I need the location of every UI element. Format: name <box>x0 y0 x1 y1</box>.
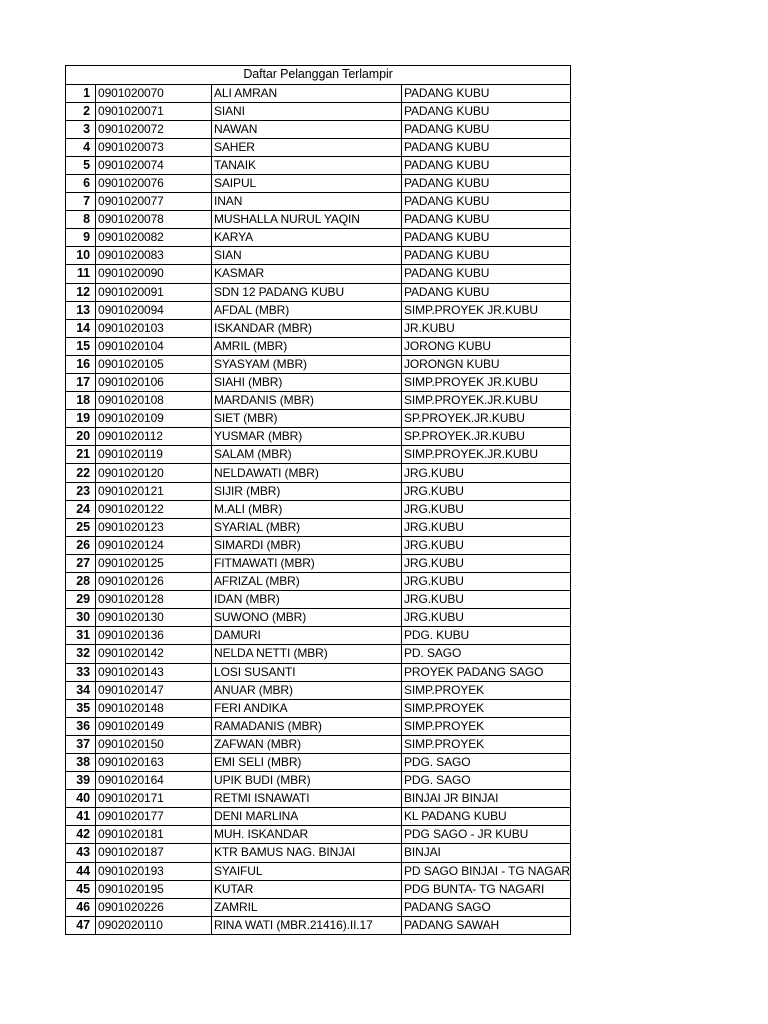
customer-id: 0901020103 <box>96 319 212 337</box>
customer-address: PDG. KUBU <box>402 627 571 645</box>
table-row <box>66 808 571 826</box>
customer-id: 0901020073 <box>96 138 212 156</box>
row-number: 5 <box>66 156 96 174</box>
customer-address: SIMP.PROYEK JR.KUBU <box>402 374 571 392</box>
customer-address: JR.KUBU <box>402 319 571 337</box>
customer-id: 0901020142 <box>96 645 212 663</box>
row-number: 38 <box>66 753 96 771</box>
table-row <box>66 554 571 572</box>
customer-name: RINA WATI (MBR.21416).II.17 <box>212 916 402 934</box>
customer-name: IDAN (MBR) <box>212 591 402 609</box>
customer-id: 0901020119 <box>96 446 212 464</box>
table-row <box>66 84 571 102</box>
customer-address: SIMP.PROYEK <box>402 699 571 717</box>
customer-name: SIANI <box>212 102 402 120</box>
row-number: 10 <box>66 247 96 265</box>
customer-id: 0901020091 <box>96 283 212 301</box>
customer-id: 0901020149 <box>96 717 212 735</box>
customer-id: 0901020136 <box>96 627 212 645</box>
table-row <box>66 374 571 392</box>
customer-id: 0901020072 <box>96 120 212 138</box>
customer-address: JRG.KUBU <box>402 482 571 500</box>
customer-id: 0901020077 <box>96 193 212 211</box>
table-row <box>66 862 571 880</box>
customer-address: PADANG KUBU <box>402 265 571 283</box>
customer-name: ISKANDAR (MBR) <box>212 319 402 337</box>
customer-name: SYAIFUL <box>212 862 402 880</box>
customer-name: AMRIL (MBR) <box>212 337 402 355</box>
customer-address: JRG.KUBU <box>402 464 571 482</box>
customer-name: NELDA NETTI (MBR) <box>212 645 402 663</box>
row-number: 14 <box>66 319 96 337</box>
customer-name: SDN 12 PADANG KUBU <box>212 283 402 301</box>
customer-name: MUSHALLA NURUL YAQIN <box>212 211 402 229</box>
table-row <box>66 536 571 554</box>
customer-id: 0901020121 <box>96 482 212 500</box>
customer-id: 0901020105 <box>96 355 212 373</box>
customer-id: 0901020120 <box>96 464 212 482</box>
customer-address: SIMP.PROYEK <box>402 681 571 699</box>
table-row <box>66 174 571 192</box>
customer-name: UPIK BUDI (MBR) <box>212 772 402 790</box>
row-number: 33 <box>66 663 96 681</box>
customer-name: ZAMRIL <box>212 898 402 916</box>
row-number: 6 <box>66 174 96 192</box>
customer-name: AFDAL (MBR) <box>212 301 402 319</box>
customer-name: SIMARDI (MBR) <box>212 536 402 554</box>
table-row <box>66 609 571 627</box>
customer-name: AFRIZAL (MBR) <box>212 573 402 591</box>
customer-address: PADANG KUBU <box>402 174 571 192</box>
customer-name: SIAHI (MBR) <box>212 374 402 392</box>
customer-name: SIAN <box>212 247 402 265</box>
customer-id: 0901020125 <box>96 554 212 572</box>
customer-id: 0901020177 <box>96 808 212 826</box>
row-number: 31 <box>66 627 96 645</box>
customer-name: TANAIK <box>212 156 402 174</box>
table-row <box>66 717 571 735</box>
row-number: 25 <box>66 518 96 536</box>
customer-name: DAMURI <box>212 627 402 645</box>
customer-name: SUWONO (MBR) <box>212 609 402 627</box>
customer-name: INAN <box>212 193 402 211</box>
row-number: 20 <box>66 428 96 446</box>
customer-id: 0901020109 <box>96 410 212 428</box>
customer-name: LOSI SUSANTI <box>212 663 402 681</box>
row-number: 41 <box>66 808 96 826</box>
table-row <box>66 319 571 337</box>
customer-name: SAIPUL <box>212 174 402 192</box>
row-number: 39 <box>66 772 96 790</box>
customer-id: 0901020076 <box>96 174 212 192</box>
customer-id: 0901020147 <box>96 681 212 699</box>
row-number: 47 <box>66 916 96 934</box>
customer-id: 0901020122 <box>96 500 212 518</box>
customer-name: KARYA <box>212 229 402 247</box>
table-row <box>66 446 571 464</box>
table-row <box>66 916 571 934</box>
customer-address: BINJAI <box>402 844 571 862</box>
table-row <box>66 247 571 265</box>
table-row <box>66 681 571 699</box>
table-row <box>66 627 571 645</box>
customer-address: JRG.KUBU <box>402 573 571 591</box>
table-row <box>66 337 571 355</box>
customer-name: MARDANIS (MBR) <box>212 392 402 410</box>
customer-id: 0901020070 <box>96 84 212 102</box>
row-number: 16 <box>66 355 96 373</box>
customer-list-sheet <box>65 65 570 935</box>
row-number: 3 <box>66 120 96 138</box>
table-row <box>66 753 571 771</box>
customer-address: JRG.KUBU <box>402 609 571 627</box>
customer-address: SIMP.PROYEK JR.KUBU <box>402 301 571 319</box>
customer-name: DENI MARLINA <box>212 808 402 826</box>
customer-name: M.ALI (MBR) <box>212 500 402 518</box>
customer-name: SAHER <box>212 138 402 156</box>
row-number: 35 <box>66 699 96 717</box>
table-row <box>66 898 571 916</box>
table-row <box>66 772 571 790</box>
customer-address: JRG.KUBU <box>402 518 571 536</box>
table-row <box>66 482 571 500</box>
customer-name: ALI AMRAN <box>212 84 402 102</box>
table-title: Daftar Pelanggan Terlampir <box>66 66 571 85</box>
customer-address: PROYEK PADANG SAGO <box>402 663 571 681</box>
table-row <box>66 211 571 229</box>
table-row <box>66 880 571 898</box>
customer-address: PADANG KUBU <box>402 247 571 265</box>
table-row <box>66 301 571 319</box>
customer-name: SIJIR (MBR) <box>212 482 402 500</box>
customer-name: YUSMAR (MBR) <box>212 428 402 446</box>
customer-name: RAMADANIS (MBR) <box>212 717 402 735</box>
customer-name: FERI ANDIKA <box>212 699 402 717</box>
row-number: 18 <box>66 392 96 410</box>
customer-address: SP.PROYEK.JR.KUBU <box>402 410 571 428</box>
row-number: 22 <box>66 464 96 482</box>
row-number: 2 <box>66 102 96 120</box>
row-number: 46 <box>66 898 96 916</box>
customer-address: PADANG KUBU <box>402 84 571 102</box>
row-number: 9 <box>66 229 96 247</box>
row-number: 13 <box>66 301 96 319</box>
customer-address: PADANG KUBU <box>402 229 571 247</box>
customer-address: SIMP.PROYEK <box>402 735 571 753</box>
customer-address: JORONGN KUBU <box>402 355 571 373</box>
row-number: 45 <box>66 880 96 898</box>
customer-id: 0901020106 <box>96 374 212 392</box>
row-number: 23 <box>66 482 96 500</box>
row-number: 8 <box>66 211 96 229</box>
row-number: 43 <box>66 844 96 862</box>
customer-address: SIMP.PROYEK.JR.KUBU <box>402 446 571 464</box>
table-row <box>66 102 571 120</box>
customer-address: KL PADANG KUBU <box>402 808 571 826</box>
customer-id: 0901020071 <box>96 102 212 120</box>
table-row <box>66 699 571 717</box>
row-number: 19 <box>66 410 96 428</box>
customer-id: 0901020130 <box>96 609 212 627</box>
table-row <box>66 120 571 138</box>
customer-name: SALAM (MBR) <box>212 446 402 464</box>
table-row <box>66 645 571 663</box>
customer-address: PD SAGO BINJAI - TG NAGAR <box>402 862 571 880</box>
customer-name: EMI SELI (MBR) <box>212 753 402 771</box>
customer-id: 0901020164 <box>96 772 212 790</box>
customer-address: SP.PROYEK.JR.KUBU <box>402 428 571 446</box>
customer-name: SIET (MBR) <box>212 410 402 428</box>
customer-address: PADANG KUBU <box>402 283 571 301</box>
customer-id: 0901020090 <box>96 265 212 283</box>
customer-id: 0901020123 <box>96 518 212 536</box>
table-row <box>66 735 571 753</box>
customer-address: PDG BUNTA- TG NAGARI <box>402 880 571 898</box>
customer-id: 0901020124 <box>96 536 212 554</box>
customer-id: 0901020143 <box>96 663 212 681</box>
customer-address: PADANG KUBU <box>402 156 571 174</box>
row-number: 29 <box>66 591 96 609</box>
table-row <box>66 518 571 536</box>
customer-address: PADANG SAGO <box>402 898 571 916</box>
customer-address: PADANG KUBU <box>402 211 571 229</box>
table-row <box>66 283 571 301</box>
customer-id: 0901020150 <box>96 735 212 753</box>
customer-address: PADANG KUBU <box>402 120 571 138</box>
table-body <box>66 84 571 934</box>
table-row <box>66 844 571 862</box>
customer-name: NELDAWATI (MBR) <box>212 464 402 482</box>
customer-name: MUH. ISKANDAR <box>212 826 402 844</box>
row-number: 4 <box>66 138 96 156</box>
customer-id: 0901020074 <box>96 156 212 174</box>
table-row <box>66 355 571 373</box>
customer-address: JRG.KUBU <box>402 591 571 609</box>
customer-table <box>65 65 571 935</box>
row-number: 17 <box>66 374 96 392</box>
customer-id: 0901020126 <box>96 573 212 591</box>
table-row <box>66 464 571 482</box>
table-row <box>66 663 571 681</box>
customer-address: PDG. SAGO <box>402 772 571 790</box>
row-number: 42 <box>66 826 96 844</box>
customer-address: SIMP.PROYEK.JR.KUBU <box>402 392 571 410</box>
row-number: 12 <box>66 283 96 301</box>
customer-id: 0901020094 <box>96 301 212 319</box>
customer-name: FITMAWATI (MBR) <box>212 554 402 572</box>
customer-id: 0901020078 <box>96 211 212 229</box>
customer-address: JRG.KUBU <box>402 536 571 554</box>
customer-id: 0901020128 <box>96 591 212 609</box>
customer-address: PADANG KUBU <box>402 193 571 211</box>
table-row <box>66 156 571 174</box>
customer-address: JORONG KUBU <box>402 337 571 355</box>
customer-name: RETMI ISNAWATI <box>212 790 402 808</box>
table-row <box>66 392 571 410</box>
customer-id: 0901020148 <box>96 699 212 717</box>
row-number: 24 <box>66 500 96 518</box>
customer-id: 0901020193 <box>96 862 212 880</box>
row-number: 15 <box>66 337 96 355</box>
row-number: 30 <box>66 609 96 627</box>
customer-id: 0901020112 <box>96 428 212 446</box>
table-row <box>66 500 571 518</box>
customer-address: JRG.KUBU <box>402 554 571 572</box>
customer-id: 0901020181 <box>96 826 212 844</box>
customer-name: KTR BAMUS NAG. BINJAI <box>212 844 402 862</box>
customer-id: 0901020226 <box>96 898 212 916</box>
customer-address: BINJAI JR BINJAI <box>402 790 571 808</box>
customer-name: ZAFWAN (MBR) <box>212 735 402 753</box>
customer-name: ANUAR (MBR) <box>212 681 402 699</box>
customer-name: KUTAR <box>212 880 402 898</box>
customer-id: 0901020083 <box>96 247 212 265</box>
row-number: 44 <box>66 862 96 880</box>
row-number: 36 <box>66 717 96 735</box>
row-number: 1 <box>66 84 96 102</box>
customer-address: PDG SAGO - JR KUBU <box>402 826 571 844</box>
row-number: 7 <box>66 193 96 211</box>
row-number: 21 <box>66 446 96 464</box>
customer-address: SIMP.PROYEK <box>402 717 571 735</box>
row-number: 26 <box>66 536 96 554</box>
customer-address: PDG. SAGO <box>402 753 571 771</box>
customer-address: JRG.KUBU <box>402 500 571 518</box>
customer-id: 0901020171 <box>96 790 212 808</box>
customer-name: SYARIAL (MBR) <box>212 518 402 536</box>
row-number: 11 <box>66 265 96 283</box>
row-number: 34 <box>66 681 96 699</box>
customer-id: 0901020195 <box>96 880 212 898</box>
customer-name: NAWAN <box>212 120 402 138</box>
row-number: 40 <box>66 790 96 808</box>
customer-address: PADANG SAWAH <box>402 916 571 934</box>
customer-id: 0901020163 <box>96 753 212 771</box>
table-row <box>66 573 571 591</box>
customer-id: 0901020108 <box>96 392 212 410</box>
row-number: 28 <box>66 573 96 591</box>
table-row <box>66 591 571 609</box>
customer-name: SYASYAM (MBR) <box>212 355 402 373</box>
table-row <box>66 428 571 446</box>
row-number: 27 <box>66 554 96 572</box>
title-row <box>66 66 571 85</box>
table-row <box>66 265 571 283</box>
customer-id: 0901020187 <box>96 844 212 862</box>
table-row <box>66 790 571 808</box>
table-row <box>66 410 571 428</box>
customer-address: PADANG KUBU <box>402 102 571 120</box>
customer-id: 0901020104 <box>96 337 212 355</box>
table-row <box>66 193 571 211</box>
customer-id: 0902020110 <box>96 916 212 934</box>
row-number: 32 <box>66 645 96 663</box>
customer-id: 0901020082 <box>96 229 212 247</box>
table-row <box>66 138 571 156</box>
customer-address: PD. SAGO <box>402 645 571 663</box>
row-number: 37 <box>66 735 96 753</box>
customer-name: KASMAR <box>212 265 402 283</box>
customer-address: PADANG KUBU <box>402 138 571 156</box>
table-row <box>66 826 571 844</box>
table-row <box>66 229 571 247</box>
